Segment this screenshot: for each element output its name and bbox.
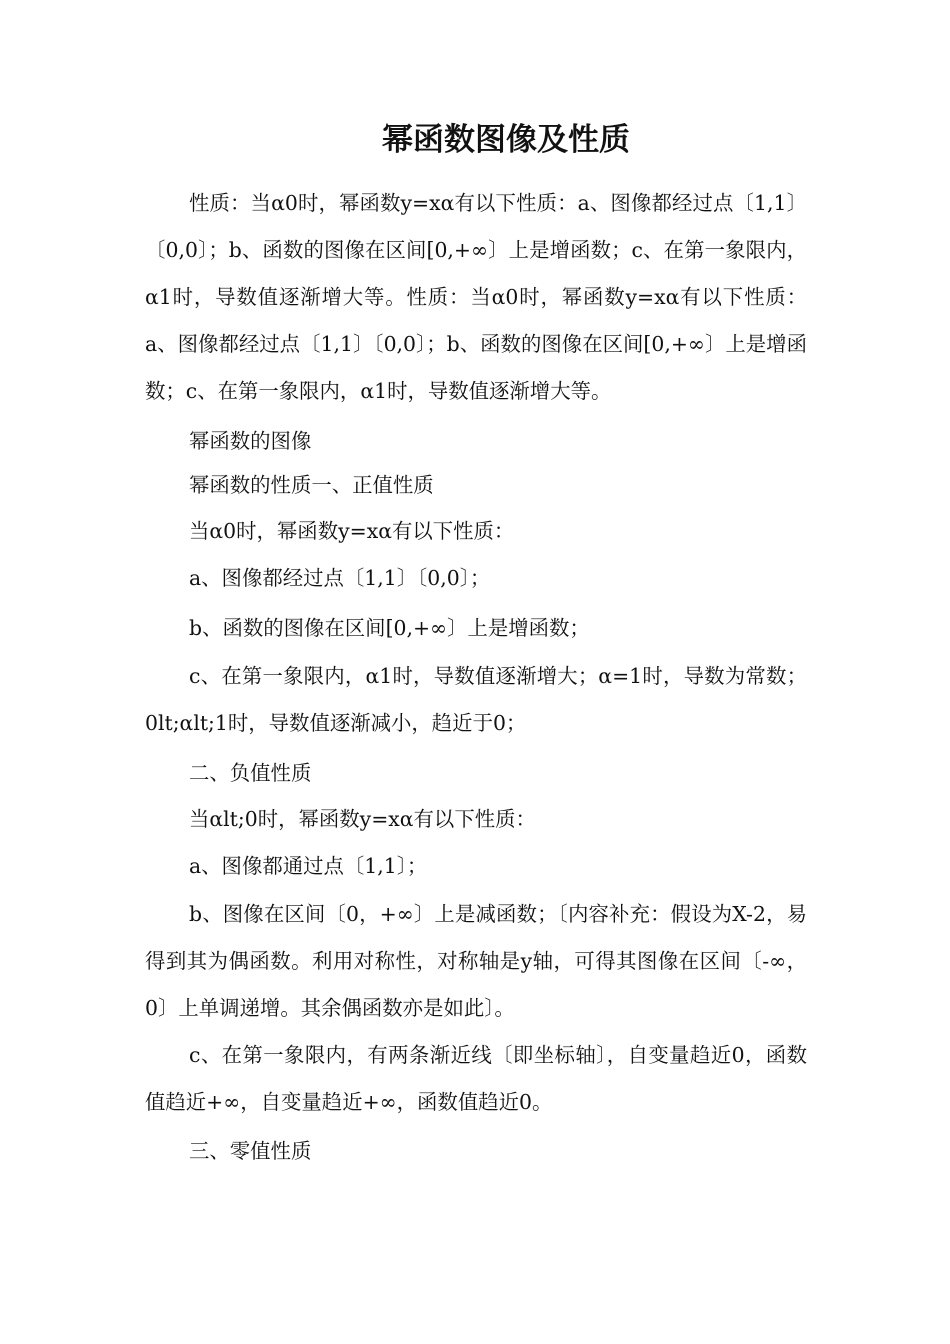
paragraph-graph-heading: 幂函数的图像	[189, 429, 312, 453]
paragraph-positive-b: b、函数的图像在区间[0,+∞〕上是增函数；	[189, 616, 590, 640]
document-title: 幂函数图像及性质	[382, 122, 630, 158]
paragraph-negative-c: c、在第一象限内，有两条渐近线〔即坐标轴〕，自变量趋近0，函数值趋近+∞，自变量趋近+∞，函数值趋近0。	[145, 1043, 807, 1114]
paragraph-negative-intro: 当αlt;0时，幂函数y=xα有以下性质：	[189, 807, 536, 831]
paragraph-negative-b: b、图像在区间〔0，+∞〕上是减函数；〔内容补充：假设为X-2，易得到其为偶函数。利用对称性，对称轴是y轴，可得其图像在区间〔-∞，0〕上单调递增。其余偶函数亦是如此〕。	[145, 902, 807, 1020]
paragraph-positive-heading: 幂函数的性质一、正值性质	[189, 473, 434, 497]
paragraph-zero-heading: 三、零值性质	[189, 1139, 312, 1163]
paragraph-positive-a: a、图像都经过点〔1,1〕〔0,0〕；	[189, 566, 491, 590]
paragraph-positive-intro: 当α0时，幂函数y=xα有以下性质：	[189, 519, 515, 543]
paragraph-positive-c: c、在第一象限内，α1时，导数值逐渐增大；α=1时，导数为常数；0lt;αlt;1时，导数值逐渐减小，趋近于0；	[145, 664, 807, 735]
paragraph-negative-heading: 二、负值性质	[189, 761, 312, 785]
paragraph-negative-a: a、图像都通过点〔1,1〕；	[189, 854, 428, 878]
document-body	[145, 180, 807, 1176]
paragraph-properties-summary: 性质：当α0时，幂函数y=xα有以下性质：a、图像都经过点〔1,1〕〔0,0〕；b、函数的图像在区间[0,+∞〕上是增函数；c、在第一象限内，α1时，导数值逐渐增大等。性质：当α0时，幂函数y=xα有以下性质：a、图像都经过点〔1,1〕〔0,0〕；b、函数的图像在区间[0,+∞〕上是增函数；c、在第一象限内，α1时，导数值逐渐增大等。	[145, 191, 807, 403]
